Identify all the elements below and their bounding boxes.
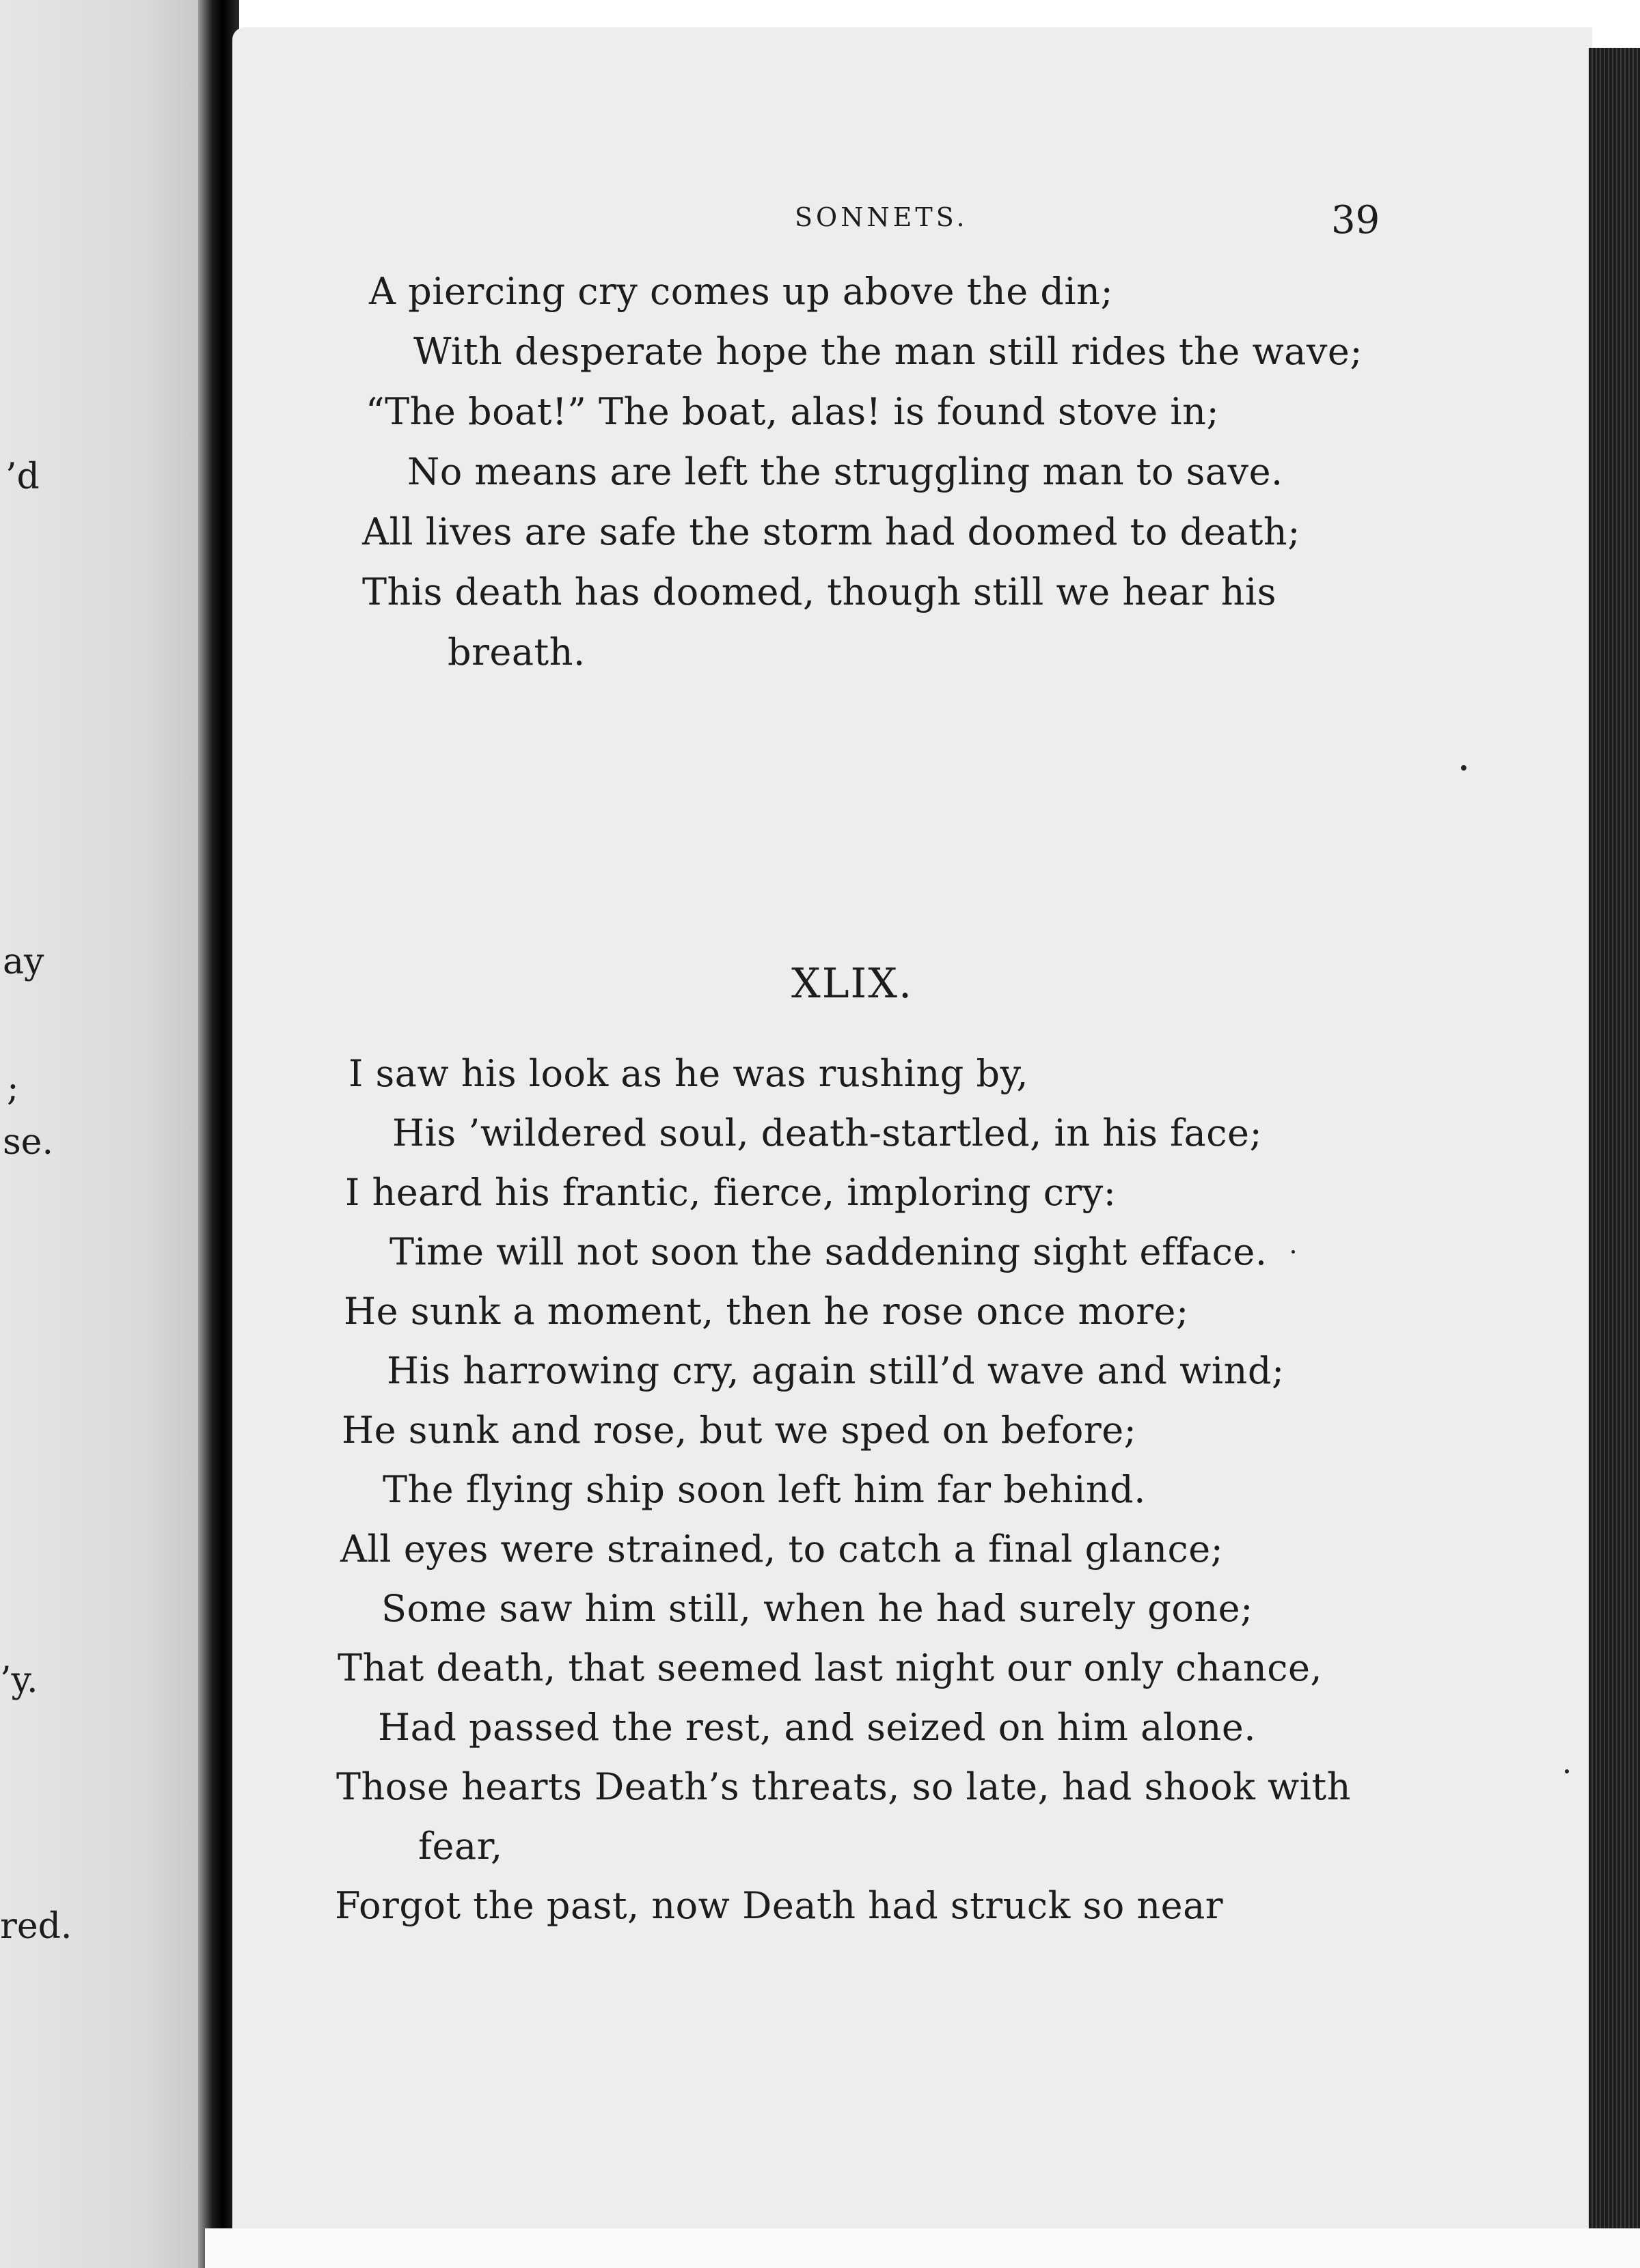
verse-line: All eyes were strained, to catch a final glance; xyxy=(340,1527,1224,1571)
left-page-fragment: ; xyxy=(7,1068,19,1109)
verse-line: breath. xyxy=(448,631,586,674)
bottom-margin-strip xyxy=(205,2228,1640,2268)
ink-speck xyxy=(1292,1250,1295,1254)
verse-line: Some saw him still, when he had surely gone; xyxy=(381,1587,1253,1630)
verse-line: His harrowing cry, again still’d wave and wind; xyxy=(387,1349,1285,1392)
sonnet-title: XLIX. xyxy=(791,960,914,1008)
verse-line: He sunk a moment, then he rose once more; xyxy=(344,1290,1189,1333)
verse-line: That death, that seemed last night our only chance, xyxy=(338,1646,1323,1689)
ink-speck xyxy=(1565,1769,1569,1773)
verse-line: Had passed the rest, and seized on him alone. xyxy=(378,1706,1257,1749)
verse-line: Those hearts Death’s threats, so late, had shook with xyxy=(336,1765,1352,1808)
verse-line: fear, xyxy=(418,1825,503,1868)
left-page-fragment: ’y. xyxy=(0,1660,38,1701)
page-number: 39 xyxy=(1331,198,1380,243)
left-page-fragment: red. xyxy=(0,1906,72,1947)
left-page-fragment: se. xyxy=(3,1122,53,1163)
verse-line: This death has doomed, though still we hear his xyxy=(362,570,1276,613)
verse-line: All lives are safe the storm had doomed to death; xyxy=(362,510,1300,553)
left-page-fragment: ’d xyxy=(5,456,40,497)
verse-line: The flying ship soon left him far behind. xyxy=(383,1468,1146,1511)
verse-line: A piercing cry comes up above the din; xyxy=(369,270,1114,313)
verse-line: I saw his look as he was rushing by, xyxy=(348,1052,1029,1095)
left-page-fragment: ay xyxy=(3,941,44,982)
page-edge-stack xyxy=(1589,48,1640,2268)
running-head: SONNETS. xyxy=(795,202,968,232)
verse-line: “The boat!” The boat, alas! is found stove in; xyxy=(366,390,1220,433)
verse-line: I heard his frantic, fierce, imploring cry: xyxy=(345,1171,1117,1214)
verse-line: No means are left the struggling man to save. xyxy=(407,450,1283,493)
verse-line: His ’wildered soul, death-startled, in his face; xyxy=(392,1111,1263,1154)
ink-speck xyxy=(1461,765,1466,771)
verse-line: Forgot the past, now Death had struck so near xyxy=(335,1884,1224,1927)
verse-line: He sunk and rose, but we sped on before; xyxy=(342,1409,1137,1452)
verse-line: With desperate hope the man still rides the wave; xyxy=(413,330,1363,373)
verse-line: Time will not soon the saddening sight efface. xyxy=(390,1230,1268,1273)
